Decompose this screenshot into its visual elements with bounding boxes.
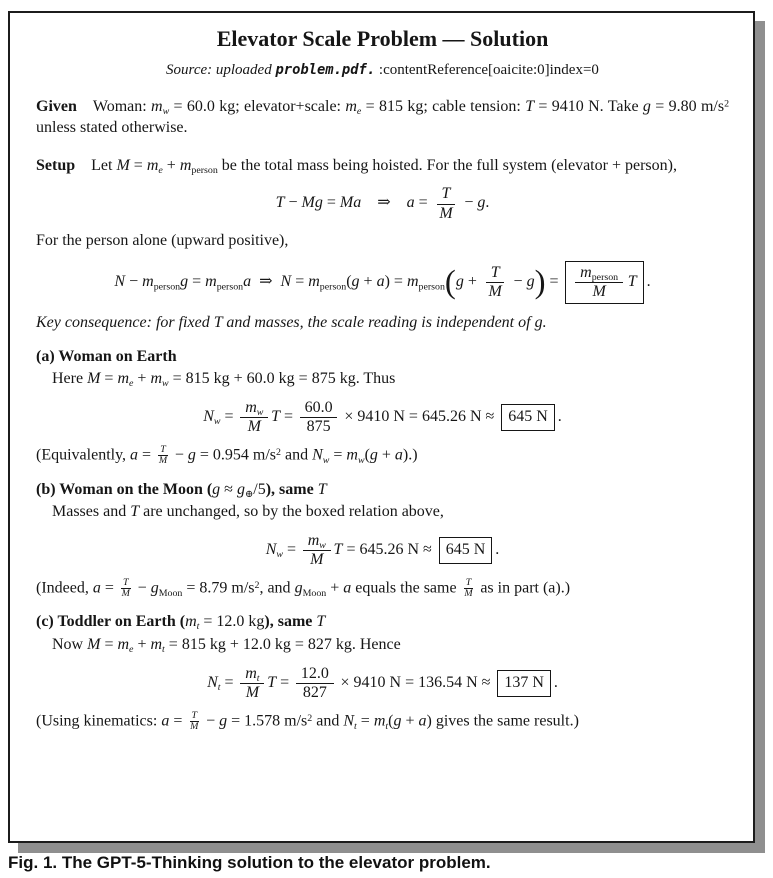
fraction-denominator	[243, 418, 266, 435]
subscript: person	[319, 281, 347, 293]
part-c-setup	[36, 635, 729, 656]
text-run: = 12.0 kg	[199, 613, 265, 631]
text-run: −	[202, 712, 220, 730]
text-run: = 815 kg + 60.0 kg = 875 kg. Thus	[168, 370, 396, 388]
text-run: .	[495, 541, 500, 559]
text-run: /5	[253, 480, 266, 498]
text-run: = 0.954 m/s	[195, 446, 277, 464]
text-run: =	[414, 194, 432, 212]
text-run: ) gives the same result.)	[426, 712, 579, 730]
math-variable: N	[280, 272, 292, 290]
math-variable: a	[92, 579, 101, 597]
text-run: = 1.578 m/s	[227, 712, 308, 730]
text-run: .	[557, 408, 562, 426]
subscript: e	[129, 644, 134, 656]
text-run: +	[359, 272, 377, 290]
text-run: (	[388, 712, 394, 730]
subscript: w	[162, 106, 170, 118]
math-variable: g	[212, 480, 221, 498]
math-variable: g	[526, 272, 535, 290]
fraction	[157, 445, 169, 467]
text-run: .	[646, 272, 651, 290]
math-variable: M	[87, 636, 101, 654]
fraction	[240, 399, 268, 436]
text-run: Woman:	[76, 98, 152, 116]
text-run: =	[138, 446, 156, 464]
text-run: =	[279, 408, 297, 426]
math-variable: g	[642, 98, 651, 116]
subscript: t	[162, 644, 165, 656]
math-variable: T	[627, 272, 637, 290]
math-variable: g	[180, 272, 189, 290]
math-variable: T	[160, 443, 166, 455]
math-variable: T	[271, 408, 280, 426]
text-run: unless stated otherwise.	[36, 118, 188, 136]
fraction-denominator	[241, 684, 264, 701]
text-run: equals the same	[351, 579, 461, 597]
boxed-result	[439, 537, 493, 564]
text-run: +	[133, 370, 151, 388]
math-variable: a	[343, 579, 352, 597]
math-variable: a	[418, 712, 427, 730]
subscript: w	[162, 378, 169, 390]
math-variable: M	[116, 156, 130, 174]
fraction	[300, 399, 338, 436]
math-variable: m	[373, 712, 386, 730]
equation-part-c	[36, 665, 729, 702]
text-run: = 9.80 m/s	[650, 98, 725, 116]
math-variable: T	[275, 194, 285, 212]
subscript: person	[418, 281, 445, 293]
math-variable: M	[158, 455, 168, 467]
fraction	[303, 532, 331, 569]
math-variable: T	[316, 613, 326, 631]
bold-text: Given	[36, 98, 77, 116]
boxed-result	[501, 404, 555, 431]
math-variable: m	[185, 613, 197, 631]
subscript: w	[322, 454, 330, 466]
text-run: ) =	[384, 272, 407, 290]
math-variable: N	[207, 674, 218, 692]
text-run: −	[509, 272, 527, 290]
text-run: −	[133, 579, 151, 597]
text-run: × 9410 N = 136.54 N ≈	[336, 674, 495, 692]
text-run: −	[284, 194, 302, 212]
subscript: t	[196, 621, 200, 633]
superscript: 2	[307, 712, 313, 724]
math-variable: a	[376, 272, 385, 290]
math-variable: M	[464, 588, 473, 600]
superscript: 2	[254, 579, 260, 591]
text-run: −	[170, 446, 188, 464]
text-run: ⇒	[361, 194, 407, 212]
math-variable: T	[317, 480, 327, 498]
fraction-numerator	[240, 665, 264, 684]
part-c-note	[36, 711, 729, 733]
math-variable: M	[247, 418, 261, 436]
text-run: .	[553, 674, 558, 692]
math-variable: T	[490, 264, 500, 282]
text-run: (Equivalently,	[36, 446, 131, 464]
math-variable: a	[406, 194, 415, 212]
fraction-denominator	[120, 589, 132, 599]
text-run: 827	[302, 684, 327, 702]
text-run: ).)	[402, 446, 418, 464]
subscript: t	[354, 720, 357, 732]
fraction	[484, 264, 507, 301]
math-variable: m	[346, 446, 358, 464]
text-run: =	[100, 636, 118, 654]
text-run: 645 N	[445, 541, 486, 558]
subscript: ⊕	[244, 488, 254, 500]
math-variable: N	[343, 712, 355, 730]
math-variable: a	[353, 194, 362, 212]
subscript: e	[356, 106, 362, 118]
part-b-setup	[36, 502, 729, 523]
math-variable: m	[146, 156, 159, 174]
superscript: 2	[724, 98, 730, 110]
math-variable: g	[187, 446, 196, 464]
math-variable: T	[441, 185, 451, 203]
text-run: =	[129, 156, 147, 174]
part-a-note	[36, 445, 729, 467]
text-run: =	[220, 408, 238, 426]
math-variable: m	[150, 370, 163, 388]
text-run: =	[220, 674, 238, 692]
math-variable: m	[179, 156, 192, 174]
equation-normal-force	[36, 261, 729, 304]
math-variable: m	[117, 370, 130, 388]
fraction	[240, 665, 264, 702]
italic-text: Key consequence: for fixed	[36, 313, 214, 331]
fraction	[188, 711, 200, 733]
math-variable: m	[150, 636, 163, 654]
equation-part-a	[36, 399, 729, 436]
text-run: =	[188, 272, 206, 290]
text-run: Let	[75, 156, 117, 174]
solution-frame	[8, 11, 755, 843]
subscript: person	[591, 272, 619, 284]
text-run: as in part (a).)	[476, 579, 571, 597]
solution-content	[36, 25, 729, 732]
subscript: w	[213, 416, 221, 428]
fraction-denominator	[157, 456, 169, 466]
math-variable: N	[265, 541, 277, 559]
math-variable: a	[130, 446, 139, 464]
bold-text: (a) Woman on Earth	[36, 347, 177, 365]
subscript: e	[158, 164, 163, 176]
subscript: w	[256, 407, 264, 419]
math-variable: g	[294, 579, 303, 597]
subscript: t	[256, 673, 260, 685]
fraction-numerator	[240, 399, 268, 418]
text-run: Here	[52, 370, 88, 388]
part-b-note	[36, 578, 729, 600]
math-variable: T	[191, 709, 197, 721]
math-variable: g	[314, 194, 323, 212]
text-run: , and	[259, 579, 295, 597]
fraction-denominator	[298, 684, 332, 701]
math-variable: m	[117, 636, 130, 654]
solution-title	[36, 25, 729, 54]
fraction	[462, 578, 474, 600]
text-run: +	[133, 636, 151, 654]
text-run: × 9410 N = 645.26 N ≈	[340, 408, 499, 426]
text-run: =	[322, 194, 340, 212]
italic-text: Source: uploaded	[166, 61, 276, 78]
text-run: = 815 kg + 12.0 kg = 827 kg. Hence	[164, 636, 401, 654]
math-variable: m	[345, 98, 357, 116]
text-run: =	[100, 579, 118, 597]
fraction-denominator	[435, 205, 458, 222]
bold-text: Setup	[36, 156, 76, 174]
math-variable: T	[333, 541, 343, 559]
equation-system	[36, 185, 729, 222]
text-run: and	[312, 712, 344, 730]
text-run: +	[463, 272, 481, 290]
text-run: = 645.26 N ≈	[342, 541, 436, 559]
text-run: and	[280, 446, 313, 464]
math-variable: g	[477, 194, 486, 212]
text-run: =	[169, 712, 187, 730]
math-variable: g	[150, 579, 159, 597]
bold-text: ), same	[265, 480, 318, 498]
math-variable: m	[307, 532, 320, 550]
bold-text: (b) Woman on the Moon (	[36, 480, 213, 498]
math-variable: T	[525, 98, 535, 116]
math-variable: N	[203, 408, 214, 426]
math-variable: M	[87, 370, 101, 388]
math-variable: m	[205, 272, 217, 290]
math-variable: T	[123, 576, 129, 588]
text-run: Elevator Scale Problem — Solution	[216, 26, 549, 51]
italic-text: and masses, the scale reading is independent of	[222, 313, 535, 331]
text-run: (Using kinematics:	[36, 712, 162, 730]
math-variable: g	[369, 446, 378, 464]
text-run: For the person alone (upward positive),	[36, 232, 289, 250]
math-variable: g	[393, 712, 402, 730]
setup-paragraph	[36, 156, 729, 177]
text-run: be the total mass being hoisted. For the full system (elevator + person),	[217, 156, 677, 174]
subscript: w	[319, 540, 326, 552]
source-line	[36, 61, 729, 81]
fraction-numerator	[575, 264, 623, 283]
text-run: 875	[306, 418, 331, 436]
big-paren: )	[534, 264, 546, 301]
given-paragraph	[36, 97, 729, 139]
fraction-denominator	[462, 589, 474, 599]
math-variable: T	[213, 313, 223, 331]
subscript: Moon	[302, 587, 327, 599]
text-run: −	[460, 194, 478, 212]
math-variable: M	[245, 684, 260, 702]
subscript: t	[217, 682, 221, 694]
math-variable: a	[161, 712, 170, 730]
math-variable: T	[130, 503, 140, 521]
part-c-heading	[36, 612, 729, 633]
text-run: ≈	[220, 480, 237, 498]
bold-text: (c) Toddler on Earth (	[36, 613, 186, 631]
fraction	[120, 578, 132, 600]
fraction-denominator	[188, 722, 200, 732]
superscript: 2	[276, 446, 281, 458]
math-variable: a	[394, 446, 403, 464]
subscript: Moon	[158, 587, 183, 599]
fraction	[435, 185, 458, 222]
math-variable: N	[114, 272, 126, 290]
fraction-denominator	[305, 551, 328, 568]
subscript: person	[191, 164, 218, 176]
text-run: (Indeed,	[36, 579, 93, 597]
fraction	[575, 264, 623, 301]
text-run: = 8.79 m/s	[182, 579, 255, 597]
part-a-heading	[36, 347, 729, 368]
text-run: =	[329, 446, 347, 464]
text-run: =	[291, 272, 309, 290]
math-variable: M	[592, 283, 606, 301]
person-alone-line	[36, 231, 729, 252]
subscript: person	[216, 281, 244, 293]
text-run: 12.0	[300, 665, 329, 683]
math-variable: m	[406, 272, 419, 290]
text-run: ⇒	[251, 272, 281, 290]
math-variable: M	[488, 283, 502, 301]
math-variable: a	[243, 272, 252, 290]
text-run: :contentReference[oaicite:0]index=0	[375, 61, 599, 78]
text-run: (	[346, 272, 352, 290]
math-variable: g	[219, 712, 228, 730]
text-run: Now	[52, 636, 88, 654]
math-variable: M	[339, 194, 354, 212]
text-run: +	[162, 156, 180, 174]
fraction	[296, 665, 334, 702]
key-consequence	[36, 313, 729, 334]
part-b-heading	[36, 480, 729, 501]
math-variable: M	[310, 551, 324, 569]
text-run: = 815 kg; cable tension:	[361, 98, 526, 116]
text-run: −	[125, 272, 143, 290]
math-variable: m	[580, 264, 592, 282]
math-variable: N	[312, 446, 323, 464]
math-variable: g	[534, 313, 543, 331]
math-variable: m	[151, 98, 163, 116]
text-run: =	[283, 541, 301, 559]
part-a-setup	[36, 369, 729, 390]
text-run: Masses and	[52, 503, 131, 521]
boxed-result	[497, 670, 551, 697]
math-variable: g	[455, 272, 464, 290]
math-variable: g	[351, 272, 360, 290]
text-run: 137 N	[504, 673, 544, 691]
math-variable: g	[236, 480, 245, 498]
text-run: = 9410 N. Take	[534, 98, 643, 116]
boxed-result	[565, 261, 643, 304]
text-run: .	[485, 194, 490, 212]
text-run: 60.0	[304, 399, 333, 417]
math-variable: M	[190, 721, 199, 733]
subscript: w	[357, 454, 365, 466]
figure-caption: Fig. 1. The GPT-5-Thinking solution to the elevator problem.	[8, 853, 491, 872]
subscript: t	[385, 720, 389, 732]
typewriter-text: problem.pdf.	[275, 61, 376, 78]
fraction-denominator	[588, 283, 611, 300]
math-variable: m	[142, 272, 154, 290]
bold-text: ), same	[264, 613, 317, 631]
math-variable: m	[245, 399, 257, 417]
text-run: (	[364, 446, 370, 464]
equation-part-b	[36, 532, 729, 569]
text-run: +	[377, 446, 395, 464]
fraction-numerator	[300, 399, 338, 418]
math-variable: M	[121, 588, 130, 600]
fraction-numerator	[486, 264, 505, 283]
text-run: =	[276, 674, 294, 692]
italic-text: .	[542, 313, 547, 331]
subscript: person	[153, 281, 181, 293]
big-paren: (	[444, 264, 456, 301]
math-variable: m	[245, 665, 257, 683]
text-run: =	[545, 272, 563, 290]
text-run: +	[401, 712, 419, 730]
fraction-numerator	[296, 665, 334, 684]
math-variable: m	[308, 272, 320, 290]
math-variable: T	[267, 674, 277, 692]
text-run: 645 N	[508, 408, 548, 426]
text-run: =	[100, 370, 118, 388]
fraction-numerator	[437, 185, 456, 204]
fraction-denominator	[302, 418, 336, 435]
text-run: +	[326, 579, 344, 597]
subscript: w	[276, 549, 283, 561]
text-run: =	[356, 712, 374, 730]
subscript: e	[129, 378, 134, 390]
fraction-denominator	[484, 283, 507, 300]
fraction-numerator	[303, 532, 331, 551]
text-run: = 60.0 kg; elevator+scale:	[169, 98, 346, 116]
math-variable: T	[465, 576, 472, 588]
math-variable: M	[439, 204, 453, 222]
text-run: are unchanged, so by the boxed relation above,	[139, 503, 444, 521]
math-variable: M	[301, 194, 315, 212]
